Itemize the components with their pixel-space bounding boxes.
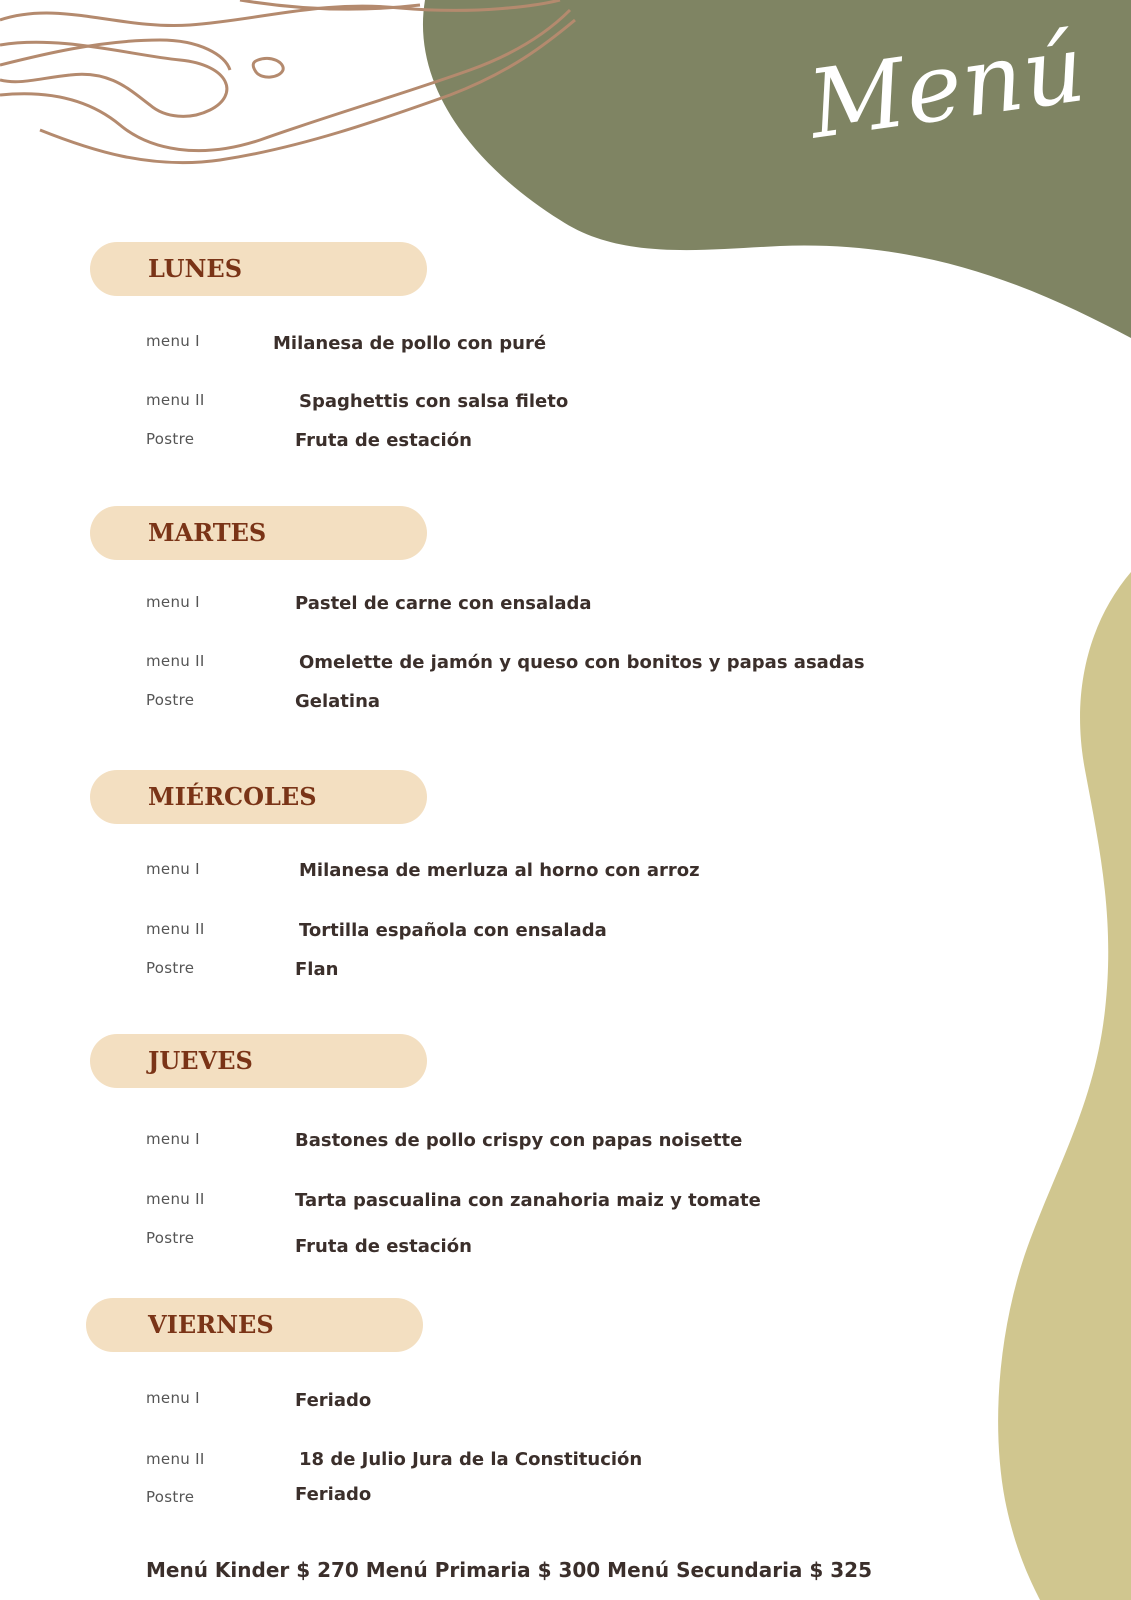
menu2-label: menu II (146, 1190, 205, 1208)
menu1-dish: Pastel de carne con ensalada (295, 593, 592, 614)
postre-dish: Fruta de estación (295, 1236, 472, 1257)
menu1-dish: Feriado (295, 1390, 372, 1411)
postre-label: Postre (146, 691, 195, 709)
menu2-dish: Omelette de jamón y queso con bonitos y papas asadas (299, 652, 865, 673)
postre-dish: Feriado (295, 1484, 372, 1505)
menu2-dish: Tarta pascualina con zanahoria maiz y tomate (295, 1190, 761, 1211)
day-header-lunes (90, 242, 427, 296)
menu1-dish: Milanesa de merluza al horno con arroz (299, 860, 700, 881)
topo-loop (253, 58, 283, 77)
menu2-label: menu II (146, 920, 205, 938)
menu2-label: menu II (146, 391, 205, 409)
menu2-dish: Tortilla española con ensalada (299, 920, 607, 941)
day-name: MARTES (148, 518, 267, 547)
postre-label: Postre (146, 1229, 195, 1247)
day-header-miercoles (90, 770, 427, 824)
menu1-dish: Milanesa de pollo con puré (273, 333, 547, 354)
day-header-viernes (86, 1298, 423, 1352)
postre-dish: Gelatina (295, 691, 381, 712)
khaki-blob (998, 572, 1131, 1600)
day-name: LUNES (148, 254, 243, 283)
menu1-label: menu I (146, 332, 200, 350)
menu2-dish: 18 de Julio Jura de la Constitución (299, 1449, 643, 1470)
menu1-label: menu I (146, 1389, 200, 1407)
topo-line-2 (0, 42, 227, 116)
day-name: VIERNES (148, 1310, 274, 1339)
postre-label: Postre (146, 1488, 195, 1506)
topo-line-6 (240, 0, 420, 9)
menu2-label: menu II (146, 652, 205, 670)
menu1-label: menu I (146, 1130, 200, 1148)
topo-line-5 (0, 40, 230, 70)
menu-title: Menú (802, 13, 1092, 161)
postre-dish: Flan (295, 959, 339, 980)
menu1-label: menu I (146, 593, 200, 611)
menu1-dish: Bastones de pollo crispy con papas noisette (295, 1130, 743, 1151)
postre-dish: Fruta de estación (295, 430, 472, 451)
price-line: Menú Kinder $ 270 Menú Primaria $ 300 Menú Secundaria $ 325 (146, 1558, 873, 1582)
day-header-jueves (90, 1034, 427, 1088)
day-name: JUEVES (148, 1046, 253, 1075)
postre-label: Postre (146, 430, 195, 448)
menu2-dish: Spaghettis con salsa fileto (299, 391, 569, 412)
menu1-label: menu I (146, 860, 200, 878)
day-name: MIÉRCOLES (148, 782, 317, 811)
day-header-martes (90, 506, 427, 560)
menu2-label: menu II (146, 1450, 205, 1468)
postre-label: Postre (146, 959, 195, 977)
